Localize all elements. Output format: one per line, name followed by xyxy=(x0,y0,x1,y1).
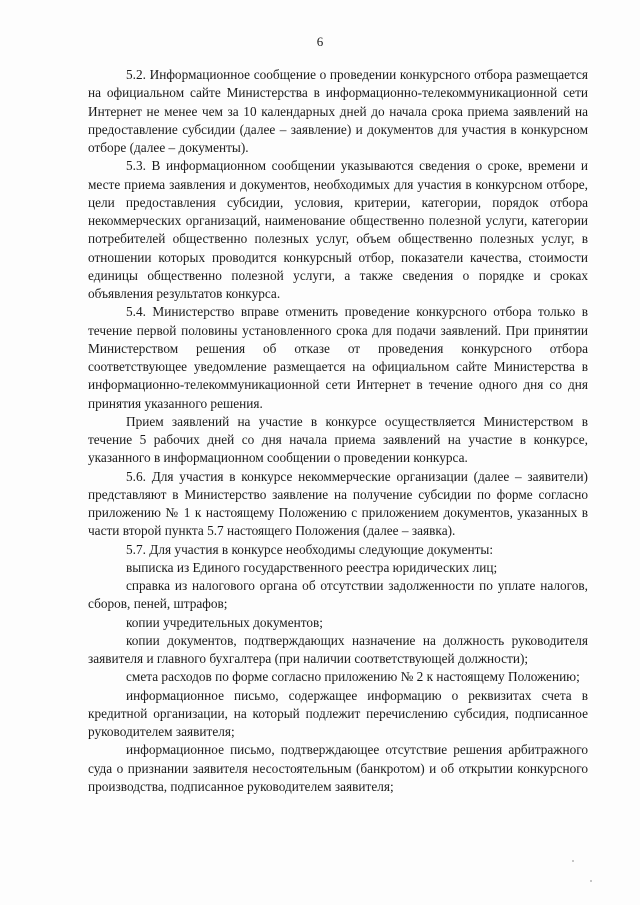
list-item-no-bankruptcy-letter: информационное письмо, подтверждающее отсутствие решения арбитражного суда о признании заявителя несостоятельным (банкротом) и об открытии конкурсного производства, подписанное руководителем заявителя; xyxy=(88,742,588,794)
paragraph-5-4: 5.4. Министерство вправе отменить проведение конкурсного отбора только в течение первой половины установленного срока для подачи заявлений. При принятии Министерством решения об отказе от проведения конкурсного отбора соответствующее уведомление размещается на официальном сайте Министерства в информационно-телекоммуникационной сети Интернет в течение одного дня со дня принятия указанного решения. xyxy=(88,304,588,411)
document-body xyxy=(88,66,588,796)
paragraph-application-intake: Прием заявлений на участие в конкурсе осуществляется Министерством в течение 5 рабочих дней со дня начала приема заявлений на участие в конкурсе, указанного в информационном сообщении о проведении конкурса. xyxy=(88,413,588,466)
list-item-cost-estimate: смета расходов по форме согласно приложению № 2 к настоящему Положению; xyxy=(126,669,580,685)
list-item-tax-certificate: справка из налогового органа об отсутствии задолженности по уплате налогов, сборов, пеней, штрафов; xyxy=(88,578,588,612)
list-item-appointment-documents: копии документов, подтверждающих назначение на должность руководителя заявителя и главного бухгалтера (при наличии соответствующей должности); xyxy=(88,632,588,666)
paragraph-5-3: 5.3. В информационном сообщении указываются сведения о сроке, времени и месте приема заявления и документов, необходимых для участия в конкурсном отборе, цели предоставления субсидии, условия, критерии, категории, порядок отбора некоммерческих организаций, наименование общественно полезной услуги, категории потребителей общественно полезных услуг, объем общественно полезных услуг, в отношении которых проводится конкурсный отбор, показатели качества, стоимости единицы общественно полезной услуги, а также сведения о порядке и сроках объявления результатов конкурса. xyxy=(88,158,588,301)
paragraph-5-7: 5.7. Для участия в конкурсе необходимы следующие документы: xyxy=(126,541,494,557)
page-number: 6 xyxy=(316,34,324,49)
scan-speck xyxy=(590,880,592,882)
list-item-registry-extract: выписка из Единого государственного реестра юридических лиц; xyxy=(126,559,498,575)
list-item-constituent-documents: копии учредительных документов; xyxy=(126,614,323,630)
list-item-bank-details-letter: информационное письмо, содержащее информацию о реквизитах счета в кредитной организации, на который подлежит перечислению субсидия, подписанное руководителем заявителя; xyxy=(88,687,588,739)
paragraph-5-6: 5.6. Для участия в конкурсе некоммерческие организации (далее – заявители) представляют в Министерство заявление на получение субсидии по форме согласно приложению № 1 к настоящему Положению с приложением документов, указанных в части второй пункта 5.7 настоящего Положения (далее – заявка). xyxy=(88,468,588,539)
paragraph-5-2: 5.2. Информационное сообщение о проведении конкурсного отбора размещается на официальном сайте Министерства в информационно-телекоммуникационной сети Интернет не менее чем за 10 календарных дней до начала срока приема заявлений на предоставление субсидии (далее – заявление) и документов для участия в конкурсном отборе (далее – документы). xyxy=(88,67,588,155)
scan-speck xyxy=(572,860,574,862)
